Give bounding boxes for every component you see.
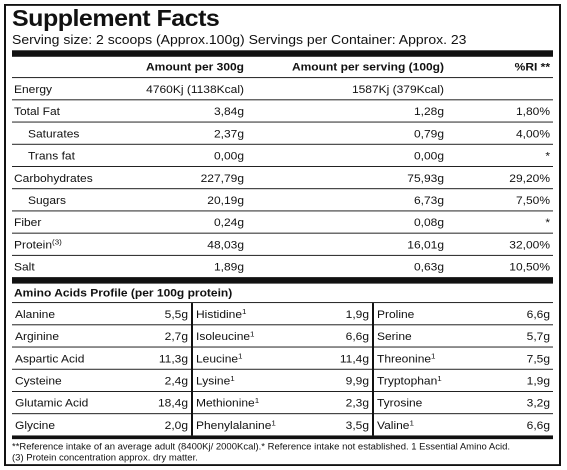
amino-acid-name-text: Serine	[377, 329, 412, 343]
nutrient-name	[12, 104, 140, 117]
footnote-reference-intake: **Reference intake of an average adult (8400Kj/ 2000Kcal).* Reference intake not established. 1 Essential Amino Acid.	[12, 441, 511, 453]
amino-acid-row	[12, 347, 191, 369]
amino-acid-value: 9,9g	[345, 373, 369, 387]
essential-marker: 1	[431, 351, 436, 360]
amino-acid-row	[193, 347, 372, 369]
reference-intake	[444, 260, 551, 273]
amount-per-300g	[140, 149, 244, 162]
amino-acids-title: Amino Acids Profile (per 100g protein)	[12, 284, 553, 303]
amino-acid-row	[374, 303, 553, 325]
nutrient-name	[12, 127, 140, 140]
supplement-facts-panel	[4, 4, 561, 466]
reference-intake-text: *	[545, 148, 550, 162]
nutrition-row	[12, 123, 553, 145]
amount-per-serving	[244, 82, 444, 95]
amino-acid-value: 2,0g	[164, 418, 188, 432]
amino-column	[12, 303, 191, 435]
amino-acid-value: 6,6g	[345, 329, 369, 343]
amino-acid-value: 5,7g	[526, 329, 550, 343]
amount-per-300g-text: 2,37g	[213, 126, 244, 140]
amino-acid-value: 18,4g	[157, 396, 188, 410]
amino-acid-name	[196, 374, 235, 387]
essential-marker: 1	[271, 418, 276, 427]
amount-per-300g-text: 4760Kj (1138Kcal)	[146, 82, 244, 96]
nutrient-name	[12, 149, 140, 162]
nutrition-row	[12, 211, 553, 233]
amino-acid-value: 3,2g	[526, 396, 550, 410]
nutrition-row	[12, 78, 553, 100]
amino-acid-row	[193, 325, 372, 347]
amino-acid-row	[193, 303, 372, 325]
amount-per-300g-text: 48,03g	[207, 237, 244, 251]
amount-per-serving-text: 16,01g	[407, 237, 444, 251]
amino-acid-name	[15, 329, 59, 342]
reference-intake-text: 1,80%	[515, 104, 550, 118]
nutrition-header-row	[12, 57, 553, 78]
amino-acid-name-text: Cysteine	[15, 373, 62, 387]
amino-acid-value: 1,9g	[526, 373, 550, 387]
amino-acid-name	[377, 352, 436, 365]
amount-per-300g	[140, 260, 244, 273]
amino-acid-value: 6,6g	[526, 307, 550, 321]
essential-marker: 1	[242, 307, 247, 316]
amount-per-serving-text: 1,28g	[413, 104, 444, 118]
amino-acid-name	[377, 329, 412, 342]
reference-intake	[444, 238, 551, 251]
amount-per-serving-text: 0,00g	[413, 148, 444, 162]
nutrient-name-text: Total Fat	[14, 104, 61, 118]
amino-acid-value: 5,5g	[164, 307, 188, 321]
amount-per-serving	[244, 171, 444, 184]
amino-acid-name-text: Aspartic Acid	[15, 351, 85, 365]
amount-per-serving	[244, 149, 444, 162]
reference-intake	[444, 193, 551, 206]
essential-marker: 1	[437, 373, 442, 383]
amino-acid-value: 2,3g	[345, 396, 369, 410]
amount-per-serving-text: 6,73g	[413, 193, 444, 207]
amount-per-300g	[140, 104, 244, 117]
amino-acid-value: 1,9g	[345, 307, 369, 321]
amount-per-serving	[244, 238, 444, 251]
nutrient-name	[12, 238, 140, 251]
amount-per-300g	[140, 238, 244, 251]
reference-intake-text: 29,20%	[509, 171, 550, 185]
nutrient-name	[12, 171, 140, 184]
header-per-serving: Amount per serving (100g)	[291, 60, 444, 74]
nutrient-name-text: Sugars	[28, 193, 67, 207]
amount-per-300g	[140, 193, 244, 206]
amino-acid-name	[15, 396, 88, 409]
amino-acid-row	[374, 392, 553, 414]
amount-per-300g-text: 0,24g	[213, 215, 244, 229]
amino-acid-value: 11,3g	[158, 351, 188, 365]
amino-acid-name	[15, 307, 55, 320]
amino-acid-name-text: Isoleucine	[196, 329, 251, 343]
nutrient-name	[12, 216, 140, 229]
amino-acid-row	[12, 370, 191, 392]
amount-per-300g	[140, 127, 244, 140]
amino-acid-name-text: Histidine	[196, 307, 243, 321]
amino-acid-row	[193, 392, 372, 414]
amino-acid-name	[15, 352, 84, 365]
amount-per-serving-text: 0,79g	[413, 126, 444, 140]
amount-per-300g-text: 20,19g	[207, 193, 244, 207]
serving-info: Serving size: 2 scoops (Approx.100g) Servings per Container: Approx. 23	[12, 31, 467, 47]
amino-column	[191, 303, 372, 435]
nutrient-name-text: Carbohydrates	[14, 171, 93, 185]
amino-acid-row	[193, 370, 372, 392]
amino-acid-name	[377, 307, 414, 320]
amount-per-serving-text: 1587Kj (379Kcal)	[351, 82, 444, 96]
amino-acid-name-text: Valine	[377, 418, 410, 432]
header-per-300g: Amount per 300g	[145, 60, 244, 74]
amino-acid-value: 7,5g	[526, 351, 550, 365]
amino-acid-name-text: Phenylalanine	[196, 418, 272, 432]
amino-acid-row	[12, 303, 191, 325]
amino-acid-name	[196, 329, 255, 342]
reference-intake-text: 32,00%	[509, 237, 550, 251]
amount-per-300g-text: 0,00g	[213, 148, 244, 162]
amino-acid-name	[15, 418, 55, 431]
footnote-protein: (3) Protein concentration approx. dry matter.	[12, 453, 198, 464]
essential-marker: 1	[238, 351, 243, 360]
amount-per-serving	[244, 260, 444, 273]
nutrition-row	[12, 189, 553, 211]
amount-per-serving	[244, 193, 444, 206]
amino-acids-table	[12, 303, 553, 435]
amino-acid-name-text: Glycine	[15, 418, 56, 432]
amount-per-300g	[140, 216, 244, 229]
amino-acid-name-text: Alanine	[15, 307, 56, 321]
amount-per-serving-text: 0,63g	[413, 259, 444, 273]
nutrient-name-text: Saturates	[28, 126, 80, 140]
reference-intake-text: 7,50%	[515, 193, 550, 207]
nutrient-name-text: Salt	[14, 259, 35, 273]
reference-intake	[444, 127, 551, 140]
amino-column	[372, 303, 553, 435]
amount-per-serving	[244, 216, 444, 229]
amino-acid-value: 6,6g	[526, 418, 550, 432]
amino-acid-name	[196, 418, 276, 431]
amount-per-300g-text: 1,89g	[213, 259, 244, 273]
amino-acid-row	[193, 414, 372, 435]
amino-acid-value: 11,4g	[339, 351, 369, 365]
reference-intake-text: 4,00%	[515, 126, 550, 140]
footnote-marker: (3)	[52, 237, 62, 247]
amino-acid-name-text: Glutamic Acid	[15, 396, 89, 410]
amount-per-serving-text: 75,93g	[407, 171, 444, 185]
amino-acid-name-text: Arginine	[15, 329, 60, 343]
amino-acid-value: 2,7g	[164, 329, 188, 343]
nutrition-row	[12, 234, 553, 256]
nutrient-name-text: Protein	[14, 237, 53, 251]
nutrient-name	[12, 82, 140, 95]
amount-per-300g	[140, 171, 244, 184]
reference-intake-text: *	[545, 215, 550, 229]
header-ri: %RI **	[514, 60, 550, 74]
amino-acid-name	[196, 307, 246, 320]
amino-acid-row	[374, 325, 553, 347]
reference-intake	[444, 149, 551, 162]
essential-marker: 1	[230, 373, 235, 383]
amount-per-serving	[244, 104, 444, 117]
essential-marker: 1	[250, 329, 255, 338]
panel-title: Supplement Facts	[12, 5, 220, 32]
amino-acid-row	[12, 392, 191, 414]
amino-acid-row	[374, 414, 553, 435]
amino-acid-name	[196, 396, 259, 409]
nutrient-name-text: Fiber	[14, 215, 42, 229]
amino-acid-name-text: Proline	[377, 307, 415, 321]
amino-acid-name	[377, 374, 442, 387]
amino-acid-name-text: Threonine	[377, 351, 432, 365]
essential-marker: 1	[409, 418, 414, 427]
amount-per-serving	[244, 127, 444, 140]
nutrition-row	[12, 100, 553, 122]
amino-acid-row	[12, 414, 191, 435]
amino-acid-name	[377, 396, 422, 409]
nutrition-row	[12, 256, 553, 277]
nutrient-name-text: Energy	[14, 82, 53, 96]
essential-marker: 1	[254, 396, 260, 405]
amount-per-300g-text: 3,84g	[213, 104, 244, 118]
amino-acid-name	[196, 352, 243, 365]
nutrition-row	[12, 167, 553, 189]
nutrition-table	[12, 78, 553, 277]
footnotes	[12, 435, 553, 464]
amino-acid-name	[15, 374, 62, 387]
amino-acid-value: 3,5g	[345, 418, 369, 432]
amino-acid-name	[377, 418, 414, 431]
amino-acid-row	[374, 370, 553, 392]
amino-acid-name-text: Lysine	[196, 373, 231, 387]
amino-acid-value: 2,4g	[164, 373, 188, 387]
amino-acid-name-text: Tyrosine	[377, 396, 423, 410]
amino-acid-name-text: Methionine	[196, 396, 255, 410]
reference-intake	[444, 171, 551, 184]
amount-per-300g	[140, 82, 244, 95]
amount-per-serving-text: 0,08g	[413, 215, 444, 229]
reference-intake-text: 10,50%	[509, 259, 550, 273]
amount-per-300g-text: 227,79g	[200, 171, 244, 185]
amino-acid-name-text: Leucine	[196, 351, 239, 365]
reference-intake	[444, 104, 551, 117]
amino-acid-row	[12, 325, 191, 347]
amino-acid-row	[374, 347, 553, 369]
amino-acid-name-text: Tryptophan	[377, 373, 438, 387]
reference-intake	[444, 216, 551, 229]
nutrient-name-text: Trans fat	[28, 148, 75, 162]
nutrient-name	[12, 260, 140, 273]
nutrient-name	[12, 193, 140, 206]
nutrition-row	[12, 145, 553, 167]
